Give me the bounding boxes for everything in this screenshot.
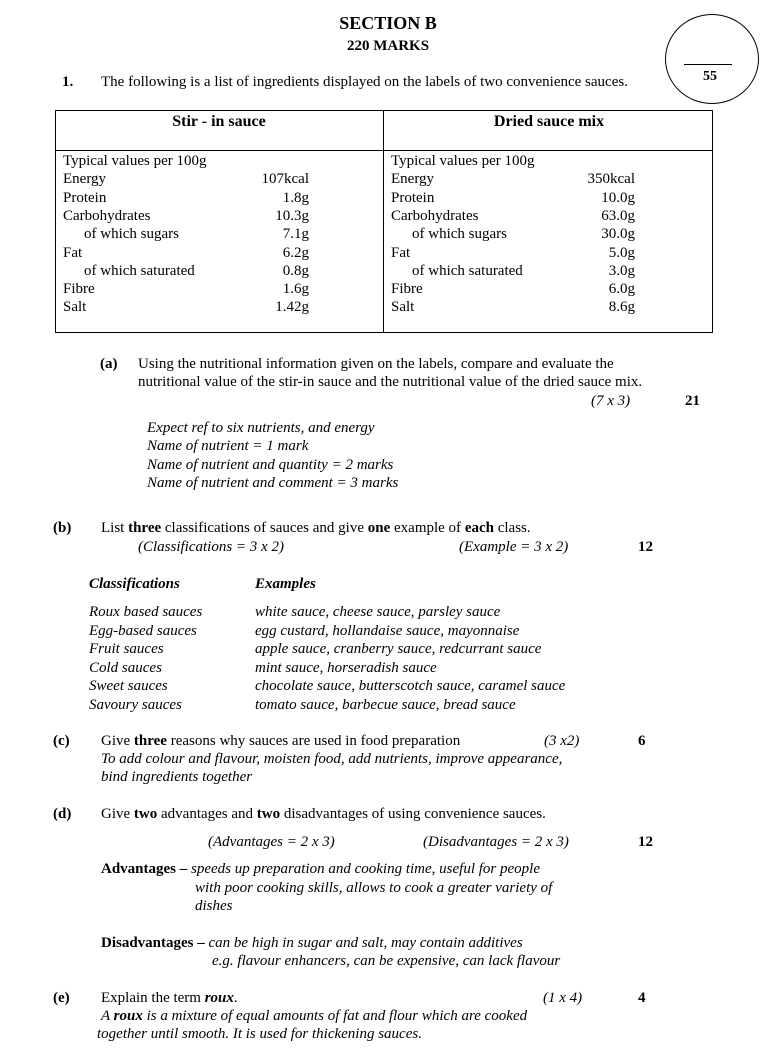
nutrient-value: 8.6g: [608, 299, 635, 316]
sauce-classification: Egg-based sauces: [89, 622, 197, 639]
nutrient-label: Fibre: [391, 281, 423, 298]
nutrient-value: 10.3g: [275, 207, 309, 224]
nutrient-label: Salt: [391, 299, 415, 316]
part-b-allocation-classifications: (Classifications = 3 x 2): [138, 539, 284, 555]
part-a-note: Name of nutrient and comment = 3 marks: [147, 475, 399, 491]
part-a-label: (a): [100, 356, 118, 372]
sauce-examples: chocolate sauce, butterscotch sauce, caramel sauce: [255, 678, 566, 694]
nutrient-label: Carbohydrates: [391, 207, 479, 224]
question-intro: The following is a list of ingredients displayed on the labels of two convenience sauces.: [101, 74, 628, 90]
classifications-header: Classifications: [89, 576, 180, 592]
nutrient-label: Typical values per 100g: [63, 153, 207, 169]
part-e-allocation: (1 x 4): [543, 990, 583, 1006]
nutrient-label: of which saturated: [84, 262, 195, 279]
disadvantages-answer: Disadvantages – can be high in sugar and salt, may contain additives: [101, 935, 523, 951]
sauce-classification: Roux based sauces: [89, 604, 203, 620]
part-c-allocation: (3 x2): [544, 733, 580, 749]
nutrient-value: 3.0g: [608, 262, 635, 279]
examples-header: Examples: [255, 576, 316, 592]
part-a-question-line1: Using the nutritional information given on the labels, compare and evaluate the: [138, 356, 614, 372]
nutrient-label: Fibre: [63, 281, 95, 298]
nutrient-value: 7.1g: [282, 226, 309, 243]
sauce-examples: egg custard, hollandaise sauce, mayonnaise: [255, 622, 520, 639]
sauce-classification: Fruit sauces: [89, 641, 164, 657]
part-d-allocation-advantages: (Advantages = 2 x 3): [208, 834, 335, 850]
nutrient-label: Fat: [391, 244, 411, 261]
sauce-classification: Cold sauces: [89, 659, 162, 676]
nutrient-label: of which saturated: [412, 262, 523, 279]
nutrient-value: 6.0g: [608, 281, 635, 298]
disadvantages-answer-line2: e.g. flavour enhancers, can be expensive, can lack flavour: [212, 953, 561, 969]
advantages-answer: Advantages – speeds up preparation and cooking time, useful for people: [101, 861, 540, 877]
nutrient-value: 1.42g: [275, 299, 309, 316]
section-title: SECTION B: [339, 13, 437, 33]
part-a-marks: 21: [685, 393, 700, 409]
part-d-question: Give two advantages and two disadvantages of using convenience sauces.: [101, 806, 546, 822]
sauce-classification: Sweet sauces: [89, 678, 168, 694]
advantages-answer-line3: dishes: [195, 898, 233, 914]
nutrient-value: 1.6g: [282, 281, 309, 298]
nutrient-value: 0.8g: [282, 262, 309, 279]
nutrient-label: Salt: [63, 299, 87, 316]
question-number: 1.: [62, 74, 74, 90]
nutrient-label: of which sugars: [84, 226, 179, 243]
part-e-label: (e): [53, 990, 70, 1006]
part-d-marks: 12: [638, 834, 653, 850]
part-c-answer-line1: To add colour and flavour, moisten food, add nutrients, improve appearance,: [101, 751, 563, 767]
part-c-answer-line2: bind ingredients together: [101, 769, 253, 785]
part-b-marks: 12: [638, 539, 653, 555]
score-divider: [684, 64, 732, 65]
part-b-allocation-examples: (Example = 3 x 2): [459, 539, 569, 555]
part-e-marks: 4: [638, 990, 646, 1006]
table-header-stir-in: Stir - in sauce: [172, 113, 266, 130]
part-a-note: Expect ref to six nutrients, and energy: [147, 420, 375, 436]
nutrient-label: Protein: [391, 189, 435, 206]
sauce-classification: Savoury sauces: [89, 696, 182, 713]
part-a-note: Name of nutrient = 1 mark: [147, 438, 309, 454]
table-header-dried-mix: Dried sauce mix: [493, 113, 605, 130]
part-b-question: List three classifications of sauces and give one example of each class.: [101, 520, 531, 536]
score-value: 55: [703, 69, 717, 84]
nutrient-value: 5.0g: [608, 244, 635, 261]
part-c-marks: 6: [638, 733, 646, 749]
nutrient-value: 6.2g: [282, 244, 309, 261]
nutrient-value: 30.0g: [601, 226, 635, 243]
part-d-label: (d): [53, 806, 72, 822]
part-a-note: Name of nutrient and quantity = 2 marks: [147, 457, 394, 473]
sauce-examples: tomato sauce, barbecue sauce, bread sauce: [255, 696, 516, 713]
nutrient-label: Fat: [63, 244, 83, 261]
sauce-examples: mint sauce, horseradish sauce: [255, 659, 437, 676]
part-a-allocation: (7 x 3): [591, 393, 631, 409]
table-divider-horizontal: [55, 150, 713, 151]
part-e-question: Explain the term roux.: [101, 990, 238, 1006]
nutrient-label: Typical values per 100g: [391, 153, 535, 169]
section-marks: 220 MARKS: [346, 38, 430, 54]
part-c-question: Give three reasons why sauces are used in food preparation: [101, 733, 461, 749]
nutrient-label: Protein: [63, 189, 107, 206]
sauce-examples: white sauce, cheese sauce, parsley sauce: [255, 604, 501, 620]
part-d-allocation-disadvantages: (Disadvantages = 2 x 3): [423, 834, 569, 850]
score-circle: [665, 14, 759, 104]
part-b-label: (b): [53, 520, 72, 536]
nutrient-label: of which sugars: [412, 226, 507, 243]
nutrient-label: Energy: [63, 171, 107, 188]
nutrient-label: Energy: [391, 171, 435, 188]
part-e-answer-line1: A roux is a mixture of equal amounts of fat and flour which are cooked: [101, 1008, 528, 1024]
nutrient-value: 107kcal: [261, 171, 309, 188]
part-a-question-line2: nutritional value of the stir-in sauce and the nutritional value of the dried sauce mix.: [138, 374, 643, 390]
sauce-examples: apple sauce, cranberry sauce, redcurrant sauce: [255, 641, 542, 657]
table-divider-vertical: [383, 110, 384, 333]
nutrient-label: Carbohydrates: [63, 207, 151, 224]
advantages-answer-line2: with poor cooking skills, allows to cook a greater variety of: [195, 880, 553, 896]
part-e-answer-line2: together until smooth. It is used for thickening sauces.: [97, 1026, 422, 1042]
nutrient-value: 63.0g: [601, 207, 635, 224]
nutrient-value: 350kcal: [587, 171, 635, 188]
part-c-label: (c): [53, 733, 70, 749]
nutrient-value: 1.8g: [282, 189, 309, 206]
nutrient-value: 10.0g: [601, 189, 635, 206]
